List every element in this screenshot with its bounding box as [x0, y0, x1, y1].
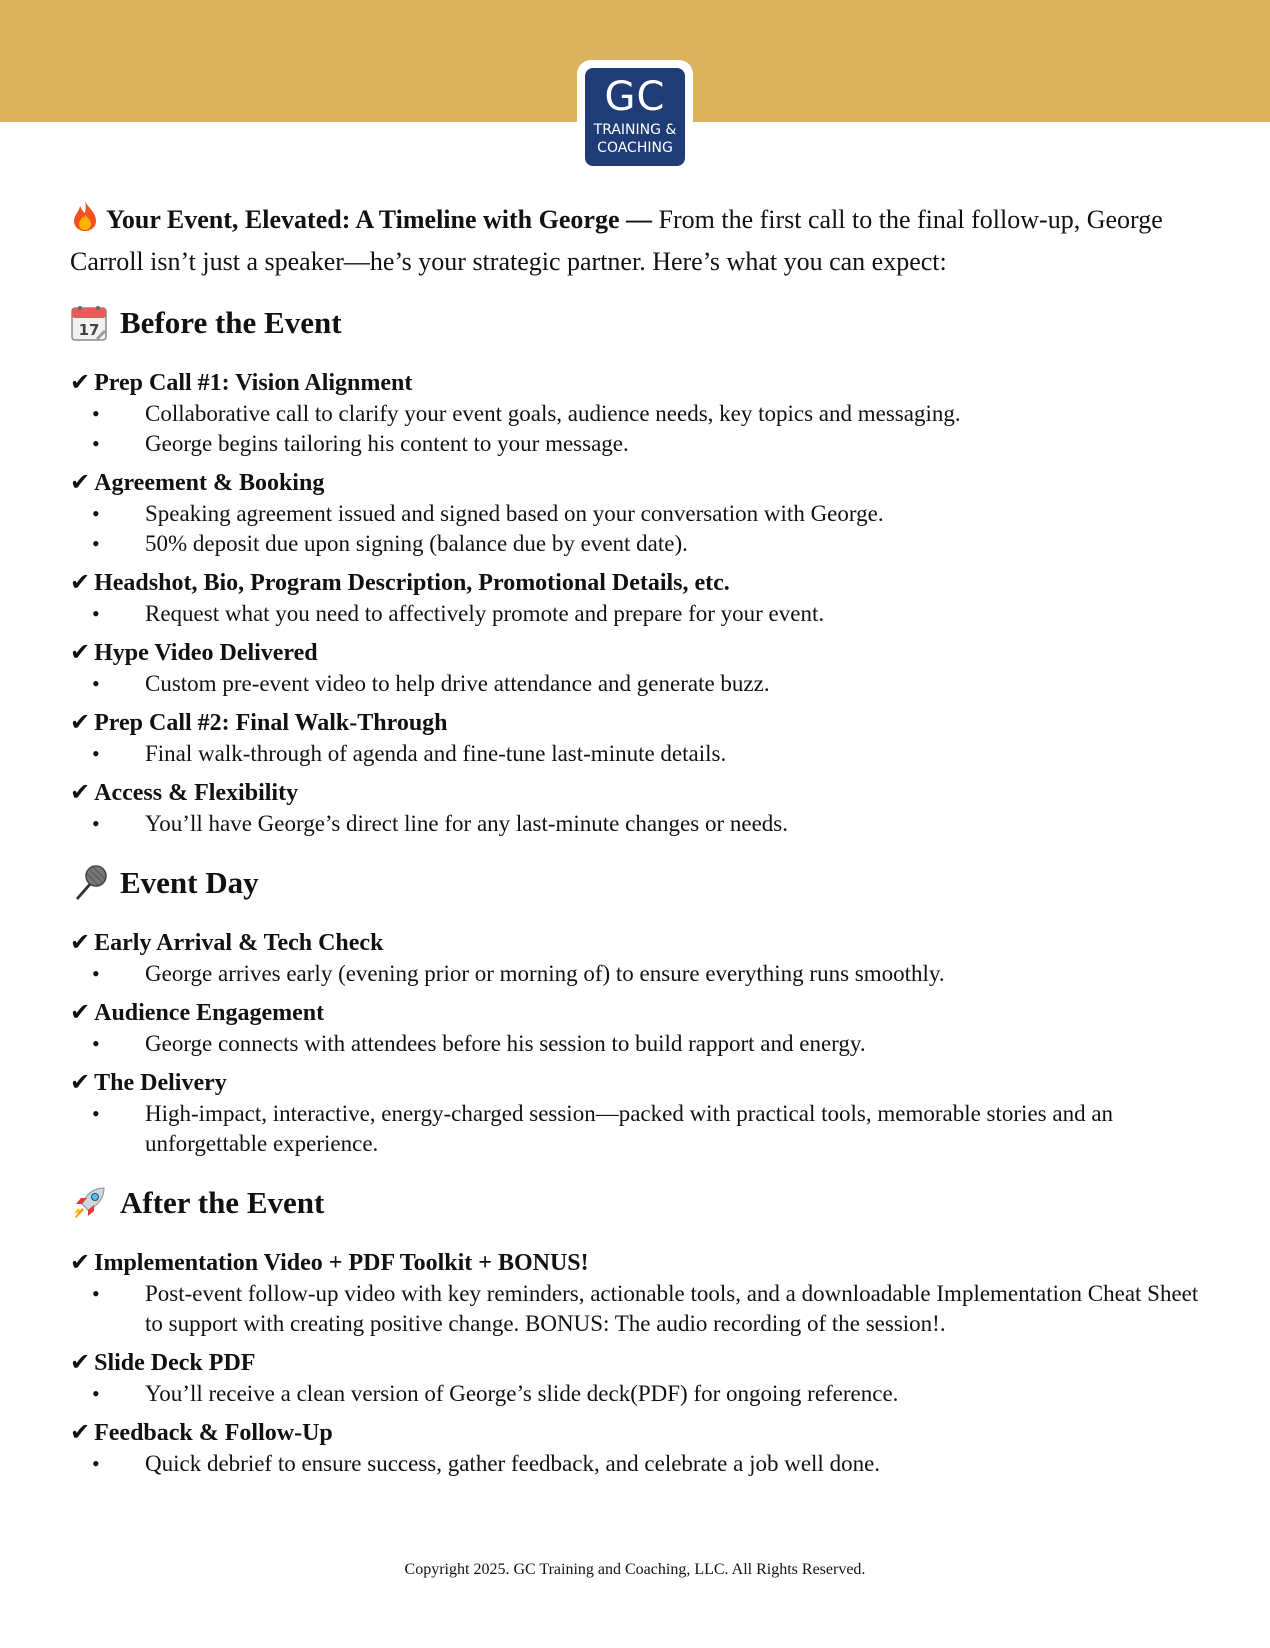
timeline-item — [70, 637, 1200, 699]
timeline-item — [70, 1247, 1200, 1339]
bullet-list — [70, 739, 1200, 769]
section-title: Before the Event — [120, 305, 342, 340]
gc-logo — [585, 68, 685, 166]
bullet-list — [70, 1379, 1200, 1409]
bullet-list — [70, 809, 1200, 839]
intro-title: Your Event, Elevated: A Timeline with George — [106, 205, 620, 234]
timeline-item — [70, 467, 1200, 559]
section-heading — [70, 863, 1200, 903]
bullet-item: • Custom pre-event video to help drive attendance and generate buzz. — [70, 669, 1200, 699]
item-title: Headshot, Bio, Program Description, Promotional Details, etc. — [94, 570, 730, 596]
intro-dash: — — [619, 205, 659, 234]
document-body — [70, 200, 1200, 1503]
checkmark-icon: ✔ — [70, 368, 91, 396]
section-event-day — [70, 863, 1200, 1159]
bullet-item: • You’ll have George’s direct line for any last-minute changes or needs. — [70, 809, 1200, 839]
item-title: Early Arrival & Tech Check — [94, 930, 384, 956]
bullet-item: • Final walk-through of agenda and fine-tune last-minute details. — [70, 739, 1200, 769]
item-title: Slide Deck PDF — [94, 1350, 256, 1376]
timeline-item — [70, 1067, 1200, 1159]
bullet-item: • Collaborative call to clarify your event goals, audience needs, key topics and messaging. — [70, 399, 1200, 429]
bullet-list — [70, 1449, 1200, 1479]
checkmark-icon: ✔ — [70, 1248, 91, 1276]
logo-frame — [577, 60, 693, 174]
bullet-list — [70, 1279, 1200, 1339]
checkmark-icon: ✔ — [70, 1068, 91, 1096]
timeline-item — [70, 927, 1200, 989]
bullet-list — [70, 959, 1200, 989]
item-title: Agreement & Booking — [94, 470, 325, 496]
timeline-item — [70, 777, 1200, 839]
bullet-item: • Post-event follow-up video with key reminders, actionable tools, and a downloadable Implementation Cheat Sheet to support with creating positive change. BONUS: The audio recording of the session!. — [70, 1279, 1200, 1339]
logo-subtitle: TRAINING & COACHING — [593, 122, 677, 156]
bullet-item: • 50% deposit due upon signing (balance due by event date). — [70, 529, 1200, 559]
section-heading — [70, 1183, 1200, 1223]
checkmark-icon: ✔ — [70, 568, 91, 596]
bullet-item: • Request what you need to affectively promote and prepare for your event. — [70, 599, 1200, 629]
checkmark-icon: ✔ — [70, 778, 91, 806]
timeline-item — [70, 1417, 1200, 1479]
bullet-item: • George connects with attendees before his session to build rapport and energy. — [70, 1029, 1200, 1059]
item-title: Prep Call #1: Vision Alignment — [94, 370, 413, 396]
intro-paragraph — [70, 200, 1200, 281]
bullet-item: • George begins tailoring his content to your message. — [70, 429, 1200, 459]
copyright-footer: Copyright 2025. GC Training and Coaching, LLC. All Rights Reserved. — [404, 1561, 866, 1578]
checkmark-icon: ✔ — [70, 468, 91, 496]
bullet-item: • George arrives early (evening prior or morning of) to ensure everything runs smoothly. — [70, 959, 1200, 989]
item-title: The Delivery — [94, 1070, 227, 1096]
timeline-item — [70, 1347, 1200, 1409]
bullet-list — [70, 1099, 1200, 1159]
microphone-icon — [70, 864, 108, 902]
section-after-event — [70, 1183, 1200, 1479]
bullet-item: • Quick debrief to ensure success, gather feedback, and celebrate a job well done. — [70, 1449, 1200, 1479]
section-title: Event Day — [120, 865, 259, 900]
timeline-item — [70, 997, 1200, 1059]
section-before-event — [70, 303, 1200, 839]
item-title: Implementation Video + PDF Toolkit + BONUS! — [94, 1250, 589, 1276]
bullet-list — [70, 499, 1200, 559]
checkmark-icon: ✔ — [70, 998, 91, 1026]
logo-mark: GC — [604, 74, 666, 120]
bullet-list — [70, 399, 1200, 459]
section-title: After the Event — [120, 1185, 325, 1220]
intro-text: From the first call to the final follow-up, George Carroll isn’t just a speaker—he’s your strategic partner. Here’s what you can expect: — [70, 205, 1163, 276]
svg-text:17: 17 — [78, 321, 100, 339]
checkmark-icon: ✔ — [70, 1348, 91, 1376]
calendar-icon — [70, 304, 108, 342]
item-title: Prep Call #2: Final Walk-Through — [94, 710, 448, 736]
timeline-item — [70, 707, 1200, 769]
bullet-item: • High-impact, interactive, energy-charged session—packed with practical tools, memorable stories and an unforgettable experience. — [70, 1099, 1200, 1159]
item-title: Hype Video Delivered — [94, 640, 318, 666]
checkmark-icon: ✔ — [70, 708, 91, 736]
checkmark-icon: ✔ — [70, 638, 91, 666]
item-title: Access & Flexibility — [94, 780, 299, 806]
fire-icon — [70, 200, 100, 243]
rocket-icon — [70, 1184, 108, 1222]
bullet-list — [70, 599, 1200, 629]
timeline-item — [70, 567, 1200, 629]
item-title: Audience Engagement — [94, 1000, 325, 1026]
item-title: Feedback & Follow-Up — [94, 1420, 333, 1446]
bullet-item: • Speaking agreement issued and signed based on your conversation with George. — [70, 499, 1200, 529]
bullet-item: • You’ll receive a clean version of George’s slide deck(PDF) for ongoing reference. — [70, 1379, 1200, 1409]
bullet-list — [70, 1029, 1200, 1059]
bullet-list — [70, 669, 1200, 699]
section-heading — [70, 303, 1200, 343]
timeline-item — [70, 367, 1200, 459]
checkmark-icon: ✔ — [70, 1418, 91, 1446]
checkmark-icon: ✔ — [70, 928, 91, 956]
